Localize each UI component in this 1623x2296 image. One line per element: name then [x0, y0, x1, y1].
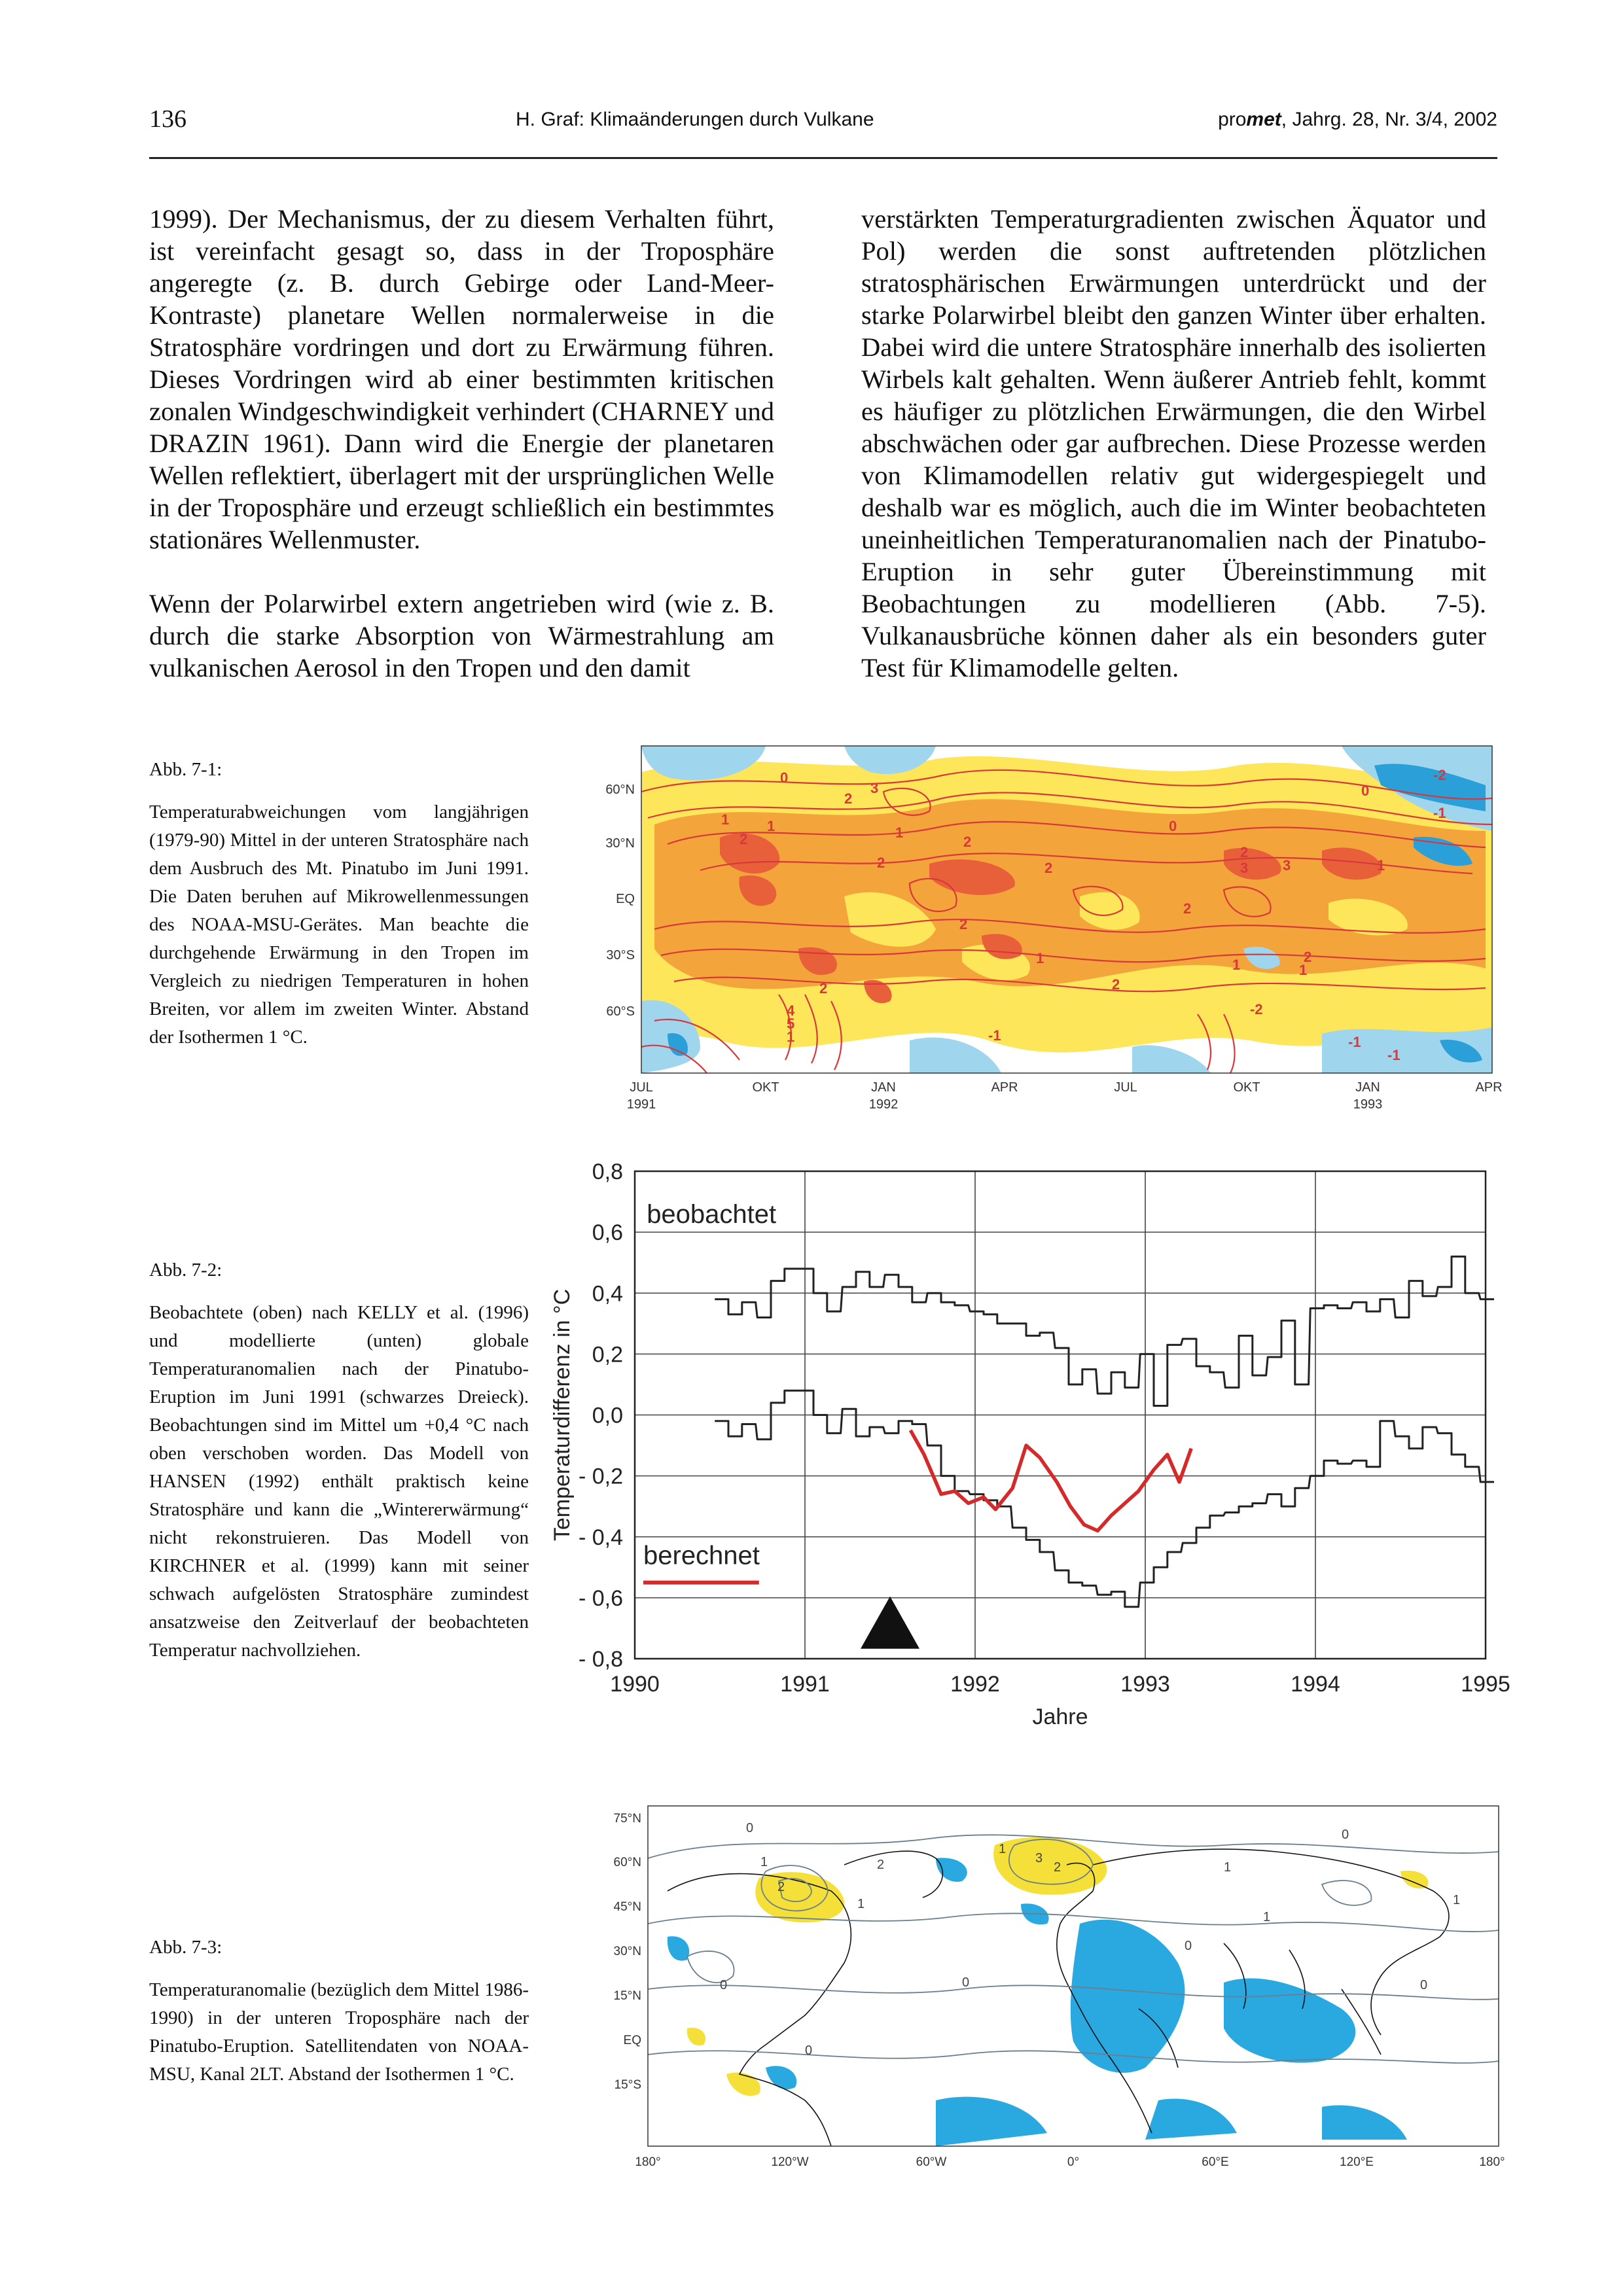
x-tick-label: 1990 — [610, 1672, 660, 1697]
figure-7-1 — [569, 733, 1525, 1139]
contour-label: 1 — [857, 1897, 865, 1911]
contour-label: 0 — [1342, 1828, 1349, 1842]
y-tick-label: 75°N — [613, 1812, 641, 1826]
y-tick-label: 0,4 — [592, 1281, 623, 1307]
contour-label: 1 — [1036, 950, 1044, 966]
annotation-beobachtet: beobachtet — [647, 1200, 777, 1229]
contour-label: 4 — [787, 1002, 795, 1019]
x-tick-label: JAN — [1355, 1080, 1380, 1095]
x-tick-label: JAN — [871, 1080, 896, 1095]
y-tick-label: 0,6 — [592, 1220, 623, 1246]
contour-label: -1 — [1348, 1034, 1361, 1050]
contour-label: 2 — [844, 790, 853, 807]
x-tick-label: 1995 — [1461, 1672, 1510, 1697]
x-year-label: 1993 — [1353, 1097, 1383, 1112]
x-tick-label: 1993 — [1120, 1672, 1170, 1697]
body-paragraph: Wenn der Polarwirbel extern angetrieben wird (wie z. B. durch die starke Absorption von Wärmestrahlung am vulkanischen Aerosol in den Tropen und den damit — [149, 589, 774, 682]
caption-label: Abb. 7-3: — [149, 1937, 223, 1958]
contour-label: 1 — [787, 1029, 795, 1045]
y-tick-label: 0,2 — [592, 1342, 623, 1368]
x-axis-label: Jahre — [1032, 1704, 1088, 1729]
x-tick-label: OKT — [752, 1080, 779, 1095]
contour-label: -2 — [1433, 767, 1446, 783]
contour-label: 0 — [720, 1978, 728, 1992]
contour-label: 2 — [959, 916, 968, 932]
contour-label: 0 — [805, 2043, 813, 2058]
y-tick-label: 0,8 — [592, 1159, 623, 1184]
caption-text: Temperaturanomalie (bezüglich dem Mittel 1986-1990) in der unteren Troposphäre nach der Pinatubo-Eruption. Satellitendaten von NOAA-MSU, Kanal 2LT. Abstand der Isothermen 1 °C. — [149, 1979, 529, 2085]
contour-label: 2 — [1304, 949, 1312, 965]
contour-label: 2 — [1240, 844, 1249, 860]
body-column-left — [149, 203, 774, 716]
body-paragraph: verstärkten Temperaturgradienten zwischen Äquator und Pol) werden die sonst auftretenden plötzlichen stratosphärischen Erwärmungen unterdrückt und der starke Polarwirbel bleibt den ganzen Winter über erhalten. Dabei wird die untere Stratosphäre innerhalb des isolierten Wirbels kalt gehalten. Wenn äußerer Antrieb fehlt, kommt es häufiger zu plötzlichen Erwärmungen, die den Wirbel abschwächen oder gar aufbrechen. Diese Prozesse werden von Klimamodellen relativ gut widergespiegelt und deshalb war es möglich, auch die im Winter beobachteten uneinheitlichen Temperaturanomalien nach der Pinatubo-Eruption in sehr guter Übereinstimmung mit Beobachtungen zu modellieren (Abb. 7-5). Vulkanausbrüche können daher als ein besonders guter Test für Klimamodelle gelten. — [861, 204, 1486, 682]
contour-label: 0 — [780, 769, 789, 786]
caption-text: Beobachtete (oben) nach KELLY et al. (1996) und modellierte (unten) globale Temperaturanomalien nach der Pinatubo-Eruption im Juni 1991 (schwarzes Dreieck). Beobachtungen sind im Mittel um +0,4 °C nach oben verschoben worden. Das Modell von HANSEN (1992) enthält praktisch keine Stratosphäre und kann die „Wintererwärmung“ nicht rekonstruieren. Das Modell von KIRCHNER et al. (1999) kann mit seiner schwach aufgelösten Stratosphäre zumindest ansatzweise den Zeitverlauf der beobachteten Temperatur nachvollziehen. — [149, 1302, 529, 1661]
annotation-berechnet: berechnet — [643, 1541, 760, 1570]
x-tick-label: 180° — [635, 2155, 661, 2169]
contour-label: 1 — [895, 824, 904, 841]
y-axis-labels — [614, 1812, 641, 2092]
contour-label: 2 — [877, 855, 885, 871]
chart-series — [715, 1256, 1494, 1606]
figure-7-3 — [569, 1793, 1525, 2212]
journal-citation — [1218, 109, 1497, 131]
latitude-time-contour-map — [569, 733, 1525, 1139]
body-column-right — [861, 203, 1486, 716]
contour-label: 2 — [1054, 1860, 1061, 1875]
x-tick-label: APR — [991, 1080, 1018, 1095]
contour-label: 1 — [1263, 1910, 1271, 1924]
x-tick-label: 60°W — [916, 2155, 947, 2169]
world-anomaly-map — [569, 1793, 1525, 2212]
y-tick-label: - 0,2 — [578, 1464, 623, 1489]
y-axis-ticks — [579, 1159, 623, 1672]
contour-label: 1 — [1299, 962, 1308, 978]
x-tick-label: 1991 — [780, 1672, 830, 1697]
contour-label: 2 — [963, 834, 972, 850]
contour-label: 0 — [1169, 818, 1177, 834]
contour-label: 3 — [1283, 857, 1291, 874]
y-tick-label: 30°S — [606, 948, 635, 963]
contour-label: -1 — [1433, 805, 1446, 821]
contour-label: 1 — [999, 1842, 1007, 1856]
temperature-anomaly-chart — [537, 1152, 1531, 1799]
series-line-beobachtet-0 — [715, 1256, 1494, 1405]
caption-label: Abb. 7-1: — [149, 759, 223, 780]
contour-label: 2 — [1044, 860, 1053, 876]
y-tick-label: - 0,6 — [578, 1585, 623, 1611]
contour-label: 0 — [962, 1975, 970, 1990]
contour-label: 1 — [767, 818, 776, 834]
running-header — [149, 105, 1497, 159]
contour-label: 1 — [1224, 1860, 1232, 1875]
y-tick-label: 15°S — [614, 2078, 641, 2092]
y-tick-label: 0,0 — [592, 1403, 623, 1428]
y-tick-label: 60°N — [605, 783, 635, 797]
x-tick-label: JUL — [630, 1080, 653, 1095]
x-tick-label: 120°W — [771, 2155, 809, 2169]
y-tick-label: 30°N — [605, 836, 635, 851]
contour-label: 0 — [1420, 1978, 1428, 1992]
journal-volume: , Jahrg. 28, Nr. 3/4, 2002 — [1281, 109, 1497, 130]
x-tick-label: 1992 — [950, 1672, 1000, 1697]
y-tick-label: EQ — [616, 892, 635, 906]
contour-label: 1 — [760, 1855, 768, 1869]
y-tick-label: 30°N — [613, 1945, 641, 1958]
figure-caption-7-2 — [149, 1256, 529, 1665]
series-line-beobachtet-1 — [715, 1390, 1494, 1607]
contour-label: 3 — [1035, 1851, 1043, 1865]
contour-label: 1 — [721, 811, 730, 828]
x-axis-labels — [627, 1080, 1503, 1112]
y-tick-label: 45°N — [613, 1900, 641, 1914]
contour-label: 0 — [1361, 783, 1370, 799]
y-tick-label: 15°N — [613, 1989, 641, 2003]
contour-label: 2 — [777, 1880, 785, 1894]
y-tick-label: - 0,4 — [578, 1525, 623, 1550]
y-axis-labels — [605, 783, 635, 1019]
x-axis-labels — [635, 2155, 1505, 2169]
contour-label: 3 — [1240, 860, 1249, 876]
y-axis-label: Temperaturdifferenz in °C — [550, 1288, 575, 1542]
x-tick-label: 180° — [1479, 2155, 1505, 2169]
x-tick-label: JUL — [1114, 1080, 1137, 1095]
eruption-marker-triangle — [861, 1597, 919, 1649]
contour-label: 1 — [1232, 957, 1241, 973]
x-tick-label: OKT — [1233, 1080, 1260, 1095]
x-year-label: 1991 — [626, 1097, 656, 1112]
x-tick-label: 60°E — [1202, 2155, 1229, 2169]
y-tick-label: 60°N — [613, 1856, 641, 1869]
contour-label: -1 — [1387, 1047, 1400, 1063]
figure-7-2 — [537, 1152, 1531, 1799]
contour-label: -2 — [1250, 1001, 1263, 1017]
x-tick-label: APR — [1475, 1080, 1503, 1095]
caption-text: Temperaturabweichungen vom langjährigen (1979-90) Mittel in der unteren Stratosphäre nach dem Ausbruch des Mt. Pinatubo im Juni 1991. Die Daten beruhen auf Mikrowellenmessungen des NOAA-MSU-Gerätes. Man beachte die durchgehende Erwärmung in den Tropen im Vergleich zu niedrigen Temperaturen in hohen Breiten, vor allem im zweiten Winter. Abstand der Isothermen 1 °C. — [149, 802, 529, 1048]
contour-label: 2 — [877, 1858, 885, 1872]
contour-label: 0 — [1185, 1939, 1192, 1953]
contour-label: 1 — [1453, 1893, 1461, 1907]
contour-label: 2 — [1183, 900, 1192, 917]
journal-name-met: met — [1246, 109, 1281, 130]
series-line-berechnet — [910, 1430, 1191, 1531]
x-tick-label: 1994 — [1291, 1672, 1340, 1697]
contour-label: 2 — [819, 980, 828, 997]
contour-label: -1 — [988, 1027, 1001, 1044]
contour-label: 3 — [870, 780, 879, 796]
contour-label: 1 — [1377, 857, 1385, 874]
x-year-label: 1992 — [868, 1097, 899, 1112]
y-tick-label: 60°S — [606, 1004, 635, 1019]
contour-label: 5 — [787, 1016, 795, 1032]
contour-label: 0 — [746, 1821, 754, 1835]
x-axis-ticks — [610, 1672, 1510, 1697]
page-number: 136 — [149, 105, 187, 133]
x-tick-label: 0° — [1067, 2155, 1080, 2169]
figure-caption-7-1 — [149, 756, 529, 1051]
contour-label: 2 — [740, 831, 748, 847]
body-paragraph: 1999). Der Mechanismus, der zu diesem Verhalten führt, ist vereinfacht gesagt so, dass in der Troposphäre angeregte (z. B. durch Gebirge oder Land-Meer-Kontraste) planetare Wellen normalerweise in die Stratosphäre vordringen und dort zu Erwärmung führen. Dieses Vordringen wird ab einer bestimmten kritischen zonalen Windgeschwindigkeit verhindert (CHARNEY und DRAZIN 1961). Dann wird die Energie der planetaren Wellen reflektiert, überlagert mit der ursprünglichen Welle in der Troposphäre und erzeugt schließlich ein bestimmtes stationäres Wellenmuster. — [149, 204, 774, 554]
caption-label: Abb. 7-2: — [149, 1260, 223, 1280]
chart-grid — [635, 1171, 1486, 1659]
x-tick-label: 120°E — [1340, 2155, 1374, 2169]
contour-label: 2 — [1112, 976, 1120, 993]
journal-name-pro: pro — [1218, 109, 1247, 130]
running-title: H. Graf: Klimaänderungen durch Vulkane — [516, 109, 874, 130]
y-tick-label: EQ — [623, 2034, 641, 2047]
y-tick-label: - 0,8 — [578, 1647, 623, 1672]
figure-caption-7-3 — [149, 1934, 529, 2089]
